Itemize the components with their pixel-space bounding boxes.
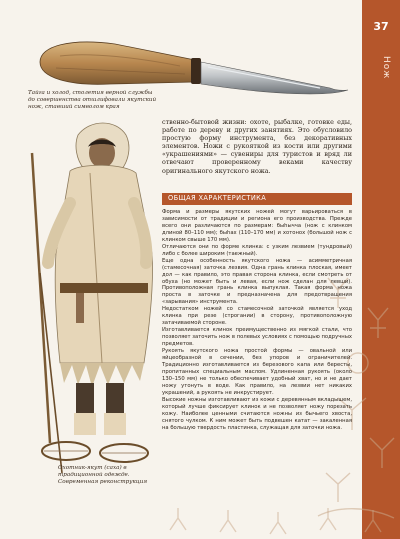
yakut-hunter-image	[20, 113, 170, 473]
body-paragraph: Рукоять якутского ножа простой формы — овальной или яйцеобразной в сечении, без упоров и ограничителей. Традиционно изготавливается из березового капа или бересты, пропитанных специальным маслом. Удлиненная рукоять (около 130–150 мм) не только обеспечивает удобный хват, но и не дает ножу утонуть в воде. Как правило, на лезвии нет никаких украшений, а рукоять не инкрустирует.	[162, 348, 352, 396]
chapter-name: Нож	[381, 56, 391, 80]
body-paragraph: Изготавливается клинок преимущественно из мягкой стали, что позволяет заточить нож в полевых условиях с помощью подручных предметов.	[162, 327, 352, 348]
intro-paragraph: ственно-бытовой жизни: охоте, рыбалке, готовке еды, работе по дереву и других занятиях. Это обусловило простую форму инструмента, без декоративных элементов. Ножи с рукояткой из кости или другими «украшениями» — сувениры для туристов и вряд ли отвечают проверенному веками качеству оригинального якутского ножа.	[162, 118, 352, 175]
body-paragraph: Отличаются они по форме клинка: с узким лезвием (тундровый) либо с более широким (таежный).	[162, 243, 352, 257]
knife-caption: Тайга и холод, столетия верной службы до совершенства отшлифовали якутский нож, ставший символом края	[28, 90, 157, 110]
hunter-caption: Охотник-якут (саха) в традиционной одежде. Современная реконструкция	[58, 465, 148, 485]
section-body	[162, 209, 352, 432]
body-paragraph: Высокие ножны изготавливают из кожи с деревянным вкладышем, который лучше фиксирует клинок и не позволяет ножу порезать кожу. Наиболее ценными считаются ножны из бычьего хвоста, снятого чулком. К ним может быть подвешен катат — закаленная на большую твердость пластинка, служащая для заточки ножа.	[162, 396, 352, 431]
body-paragraph: Форма и размеры якутских ножей могут варьироваться в зависимости от традиции и региона его производства. Прежде всего они различаются по размерам: быhычча (нож с клинком длиной 80–110 мм); быhах (110–170 мм) и хотонох (большой нож с клинком свыше 170 мм).	[162, 209, 352, 243]
page-number: 37	[373, 20, 389, 33]
body-paragraph: Еще одна особенность якутского ножа — асимметричная (стамесочная) заточка лезвия. Одна грань клинка плоская, имеет дол — как правило, это правая сторона клинка, если смотреть от обуха (но может быть и левая, если нож сделан для левши). Противоположная грань клинка выпуклая. Такая форма ножа проста в заточке и предназначена для предотвращения «зарывания» инструмента.	[162, 257, 352, 306]
petroglyph-bottom-decoration	[160, 500, 400, 539]
body-paragraph: Недостатком ножей со стамесочной заточкой является уход клинка при резе (строгании) в сторону, противоположную затачиваемой стороне.	[162, 306, 352, 327]
section-title: ОБЩАЯ ХАРАКТЕРИСТИКА	[168, 194, 267, 202]
